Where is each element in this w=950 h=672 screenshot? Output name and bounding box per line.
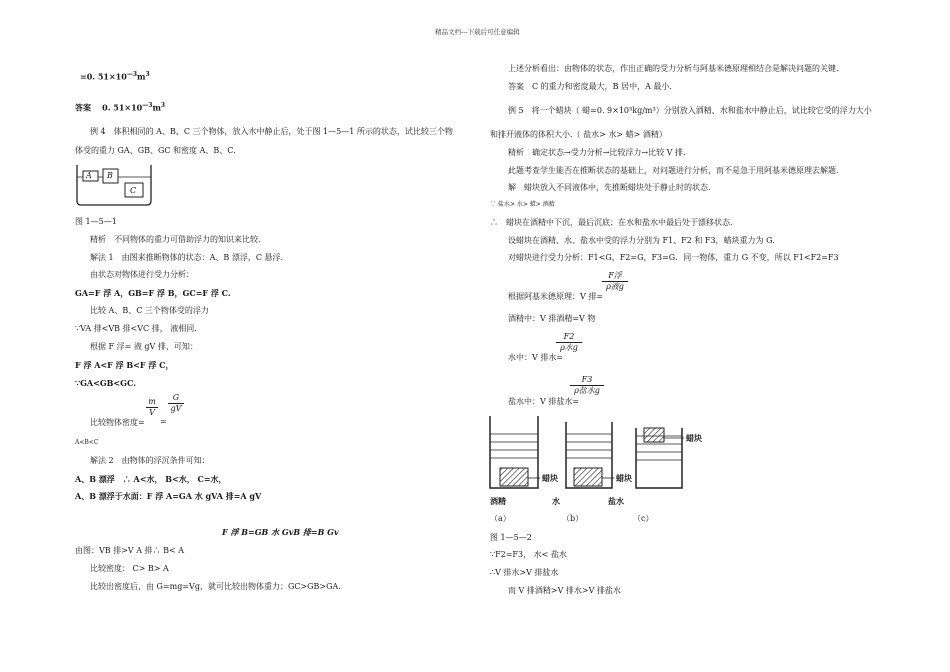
liquid-label-water: 水: [552, 496, 560, 506]
text-line: 比较 A、B、C 三个物体受的浮力: [90, 306, 209, 315]
formula-line: ∵F2=F3， 水< 盐水: [490, 550, 567, 559]
formula-line: A、B 漂浮 ∴ A<水， B<水， C=水，: [75, 474, 227, 484]
fraction-f-float: F浮 ρ液g: [602, 272, 628, 291]
subfig-label-a: （a）: [490, 514, 511, 523]
wax-block-label-a: 蜡块: [542, 473, 558, 483]
formula-line: ∵VA 排<VB 排<VC 排， 液相同.: [75, 324, 197, 333]
figure-1-5-1-caption: 图 1—5—1: [75, 217, 117, 226]
formula-line: 而 V 排酒精>V 排水>V 排盐水: [508, 586, 621, 595]
analysis-line: 精析 确定状态→受力分析→比较浮力→比较 V 排.: [508, 148, 686, 157]
saltwater-line: 盐水中：V 排盐水=: [508, 397, 580, 406]
formula-line: ∵GA<GB<GC.: [75, 378, 136, 388]
liquid-label-saltwater: 盐水: [608, 496, 624, 506]
water-line: 水中：V 排水=: [508, 353, 564, 362]
method1-line: 解法 1 由图来推断物体的状态：A、B 漂浮，C 悬浮.: [90, 253, 284, 262]
wax-block-label-c: 蜡块: [686, 433, 702, 443]
formula-line: 比较密度： C> B> A: [90, 564, 169, 573]
formula-line: ∴V 排水>V 排盐水: [490, 568, 559, 577]
conclusion-line: 比较出密度后，由 G=mg=Vg，就可比较出物体重力：GC>GB>GA.: [90, 582, 341, 591]
example4-text: 例 4 体积相同的 A、B、C 三个物体，放入水中静止后，处于图 1—5—1 所示的状态，试比较三个物: [90, 127, 453, 136]
text-line: ∴ 蜡块在酒精中下沉，最后沉底；在水和盐水中最后处于漂移状态.: [490, 218, 733, 227]
analysis-line: 精析 不同物体的重力可借助浮力的知识来比较.: [90, 235, 261, 244]
formula-line: 由图：VB 排>V A 排∴ B< A: [75, 546, 184, 555]
example4-text-cont: 体受的重力 GA、GB、GC 和密度 A、B、C.: [75, 146, 236, 155]
fraction-g-over-gv: G gV: [168, 394, 184, 413]
example5-text: 例 5 将一个蜡块（ 蜡=0. 9×10³kg/m³）分别放入酒精、水和盐水中静止后，试比较它受的浮力大小: [508, 106, 872, 115]
example5-text-cont: 和排开液体的体积大小.（ 盐水> 水> 蜡> 酒精）: [490, 130, 667, 139]
formula-line: =0. $51\times 10^{—3}m^3$: [80, 71, 150, 82]
fraction-m-over-v: m V: [146, 398, 158, 417]
formula-line: 根据 F 浮= 液 gV 排，可知：: [90, 342, 198, 351]
liquid-label-alcohol: 酒精: [490, 496, 506, 506]
wax-block-b: [574, 468, 602, 486]
alcohol-line: 酒精中：V 排酒精=V 物: [508, 314, 596, 323]
wax-block-label-b: 蜡块: [616, 473, 632, 483]
formula-line: GA=F 浮 A，GB=F 浮 B，GC=F 浮 C.: [75, 288, 231, 298]
solution-line: 解 蜡块放入不同液体中，先推断蜡块处于静止时的状态.: [508, 183, 711, 192]
text-line: 由状态对物体进行受力分析：: [90, 270, 194, 279]
method2-line: 解法 2 由物体的浮沉条件可知：: [90, 456, 210, 465]
answer-line: 答案 C 的重力和密度最大，B 居中，A 最小.: [508, 82, 672, 91]
wax-block-a: [500, 468, 528, 486]
formula-line: F 浮 B=GB 水 GvB 排=B Gv: [222, 527, 339, 537]
formula-line: A、B 漂浮于水面：F 浮 A=GA 水 gVA 排=A gV: [75, 491, 262, 501]
block-a-label: A: [86, 171, 92, 180]
summary-line: 上述分析看出：由物体的状态，作出正确的受力分析与阿基米德原理相结合是解决问题的关键.: [508, 64, 839, 73]
figure-1-5-1: [75, 163, 153, 208]
fraction-f3: F3 ρ盐水g: [570, 376, 604, 395]
density-order: A<B<C: [75, 439, 99, 446]
archimedes-line: 根据阿基米德原理：V 排=: [508, 292, 604, 301]
equals-sign: =: [160, 417, 167, 426]
subfig-label-b: （b）: [562, 514, 584, 523]
formula-line: F 浮 A<F 浮 B<F 浮 C，: [75, 360, 174, 370]
block-c-label: C: [130, 186, 137, 195]
figure-1-5-2-caption: 图 1—5—2: [490, 533, 532, 542]
fraction-f2: F2 ρ水g: [556, 333, 582, 352]
density-compare-label: 比较物体密度=: [90, 418, 145, 427]
page-header: 精品文档---下载后可任意编辑: [435, 28, 520, 36]
block-b-label: B: [107, 171, 113, 180]
figure-1-5-2: [488, 414, 728, 492]
text-line: 对蜡块进行受力分析：F1<G，F2=G，F3=G．同一物体，重力 G 不变，所以 F1<F2=F3: [508, 253, 839, 262]
text-line: 设蜡块在酒精、水、盐水中受的浮力分别为 F1、F2 和 F3，蜡块重力为 G.: [508, 236, 775, 245]
answer-line: 答案 0. $51\times 10^{—3}m^3$: [75, 102, 166, 113]
subfig-label-c: （c）: [633, 514, 654, 523]
wax-block-c: [644, 428, 664, 442]
density-order: ∵ 盐水> 水> 蜡> 酒精: [490, 201, 555, 208]
text-line: 此题考查学生能否在推断状态的基础上，对问题进行分析，而不是急于用阿基米德原理去解题.: [508, 166, 839, 175]
